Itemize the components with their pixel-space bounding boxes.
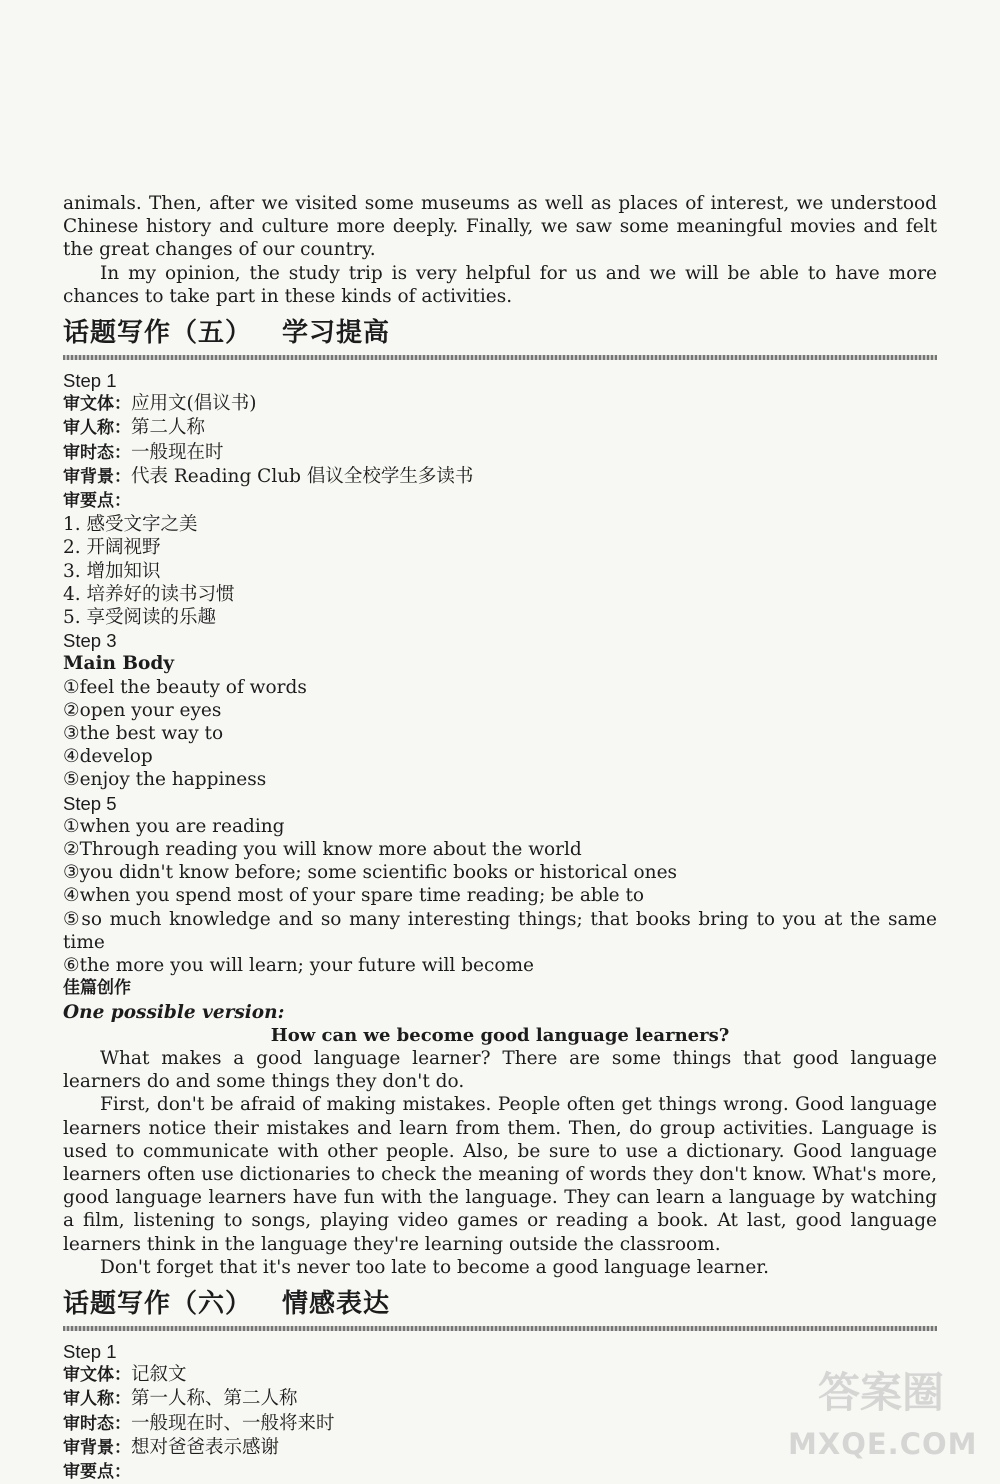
- s6-genre: 审文体：记叙文: [63, 1364, 187, 1386]
- watermark-site: MXQE.COM: [788, 1427, 978, 1461]
- list-item: 3. 增加知识: [63, 560, 161, 582]
- list-item: ⑤enjoy the happiness: [63, 769, 267, 791]
- s5-step-3: Step 3: [63, 630, 117, 652]
- s6-background: 审背景：想对爸爸表示感谢: [63, 1436, 280, 1458]
- section-6-divider: [63, 1326, 937, 1331]
- watermark-logo: 答案圈: [818, 1368, 945, 1417]
- intro-paragraph-2: In my opinion, the study trip is very helpful for us and we will be able to have more chances to take part in these kinds of activities.: [63, 262, 937, 307]
- list-item: ②open your eyes: [63, 699, 222, 721]
- list-item: ⑤so much knowledge and so many interesting things; that books bring to you at the same time: [63, 908, 937, 953]
- s6-points-label: 审要点：: [63, 1461, 131, 1482]
- s5-person: 审人称：第二人称: [63, 417, 206, 439]
- section-5-number: 话题写作（五）: [63, 318, 253, 349]
- list-item: ④when you spend most of your spare time reading; be able to: [63, 885, 645, 907]
- intro-paragraph-1: animals. Then, after we visited some museums as well as places of interest, we understood Chinese history and culture more deeply. Finally, we saw some meaningful movies and felt the great changes of our country.: [63, 193, 937, 261]
- list-item: 5. 享受阅读的乐趣: [63, 607, 217, 629]
- main-body-heading: Main Body: [63, 653, 175, 675]
- s5-genre: 审文体：应用文(倡议书): [63, 393, 257, 415]
- list-item: ②Through reading you will know more about the world: [63, 839, 582, 861]
- s6-tense: 审时态：一般现在时、一般将来时: [63, 1412, 335, 1434]
- essay-paragraph: Don't forget that it's never too late to become a good language learner.: [100, 1256, 769, 1278]
- version-label: One possible version:: [63, 1001, 285, 1023]
- s5-step-1: Step 1: [63, 370, 117, 392]
- section-6-number: 话题写作（六）: [63, 1288, 253, 1319]
- page-content: [63, 192, 937, 1484]
- section-5-divider: [63, 355, 937, 360]
- list-item: ⑥the more you will learn; your future will become: [63, 955, 534, 977]
- s5-points-label: 审要点：: [63, 491, 131, 512]
- s5-tense: 审时态：一般现在时: [63, 441, 224, 463]
- watermark: [788, 1356, 978, 1461]
- list-item: 4. 培养好的读书习惯: [63, 583, 235, 605]
- list-item: ③you didn't know before; some scientific books or historical ones: [63, 862, 678, 884]
- list-item: ①when you are reading: [63, 815, 285, 837]
- section-5-topic: 学习提高: [282, 318, 391, 349]
- list-item: 1. 感受文字之美: [63, 514, 198, 536]
- list-item: ③the best way to: [63, 723, 224, 745]
- list-item: 2. 开阔视野: [63, 537, 161, 559]
- s5-step-5: Step 5: [63, 792, 117, 814]
- section-6-title: [63, 1287, 937, 1321]
- s6-person: 审人称：第一人称、第二人称: [63, 1388, 298, 1410]
- list-item: ①feel the beauty of words: [63, 676, 307, 698]
- creation-heading: 佳篇创作: [63, 978, 131, 999]
- section-5-title: [63, 316, 937, 350]
- list-item: ④develop: [63, 746, 153, 768]
- s5-background: 审背景：代表 Reading Club 倡议全校学生多读书: [63, 465, 474, 487]
- essay-paragraph: First, don't be afraid of making mistakes. People often get things wrong. Good language learners notice their mistakes and learn from them. Then, do group activities. Language is used to communicate with other people. Also, be sure to use a dictionary. Good language learners often use dictionaries to check the meaning of words they don't know. What's more, good language learners have fun with the language. They can learn a language by watching a film, listening to songs, playing video games or reading a book. At last, good language learners think in the language they're learning outside the classroom.: [63, 1094, 937, 1255]
- essay-paragraph: What makes a good language learner? There are some things that good language learners do and some things they don't do.: [63, 1047, 937, 1093]
- section-6-topic: 情感表达: [282, 1288, 391, 1319]
- s6-step-1: Step 1: [63, 1340, 117, 1362]
- essay-title: How can we become good language learners?: [270, 1024, 730, 1046]
